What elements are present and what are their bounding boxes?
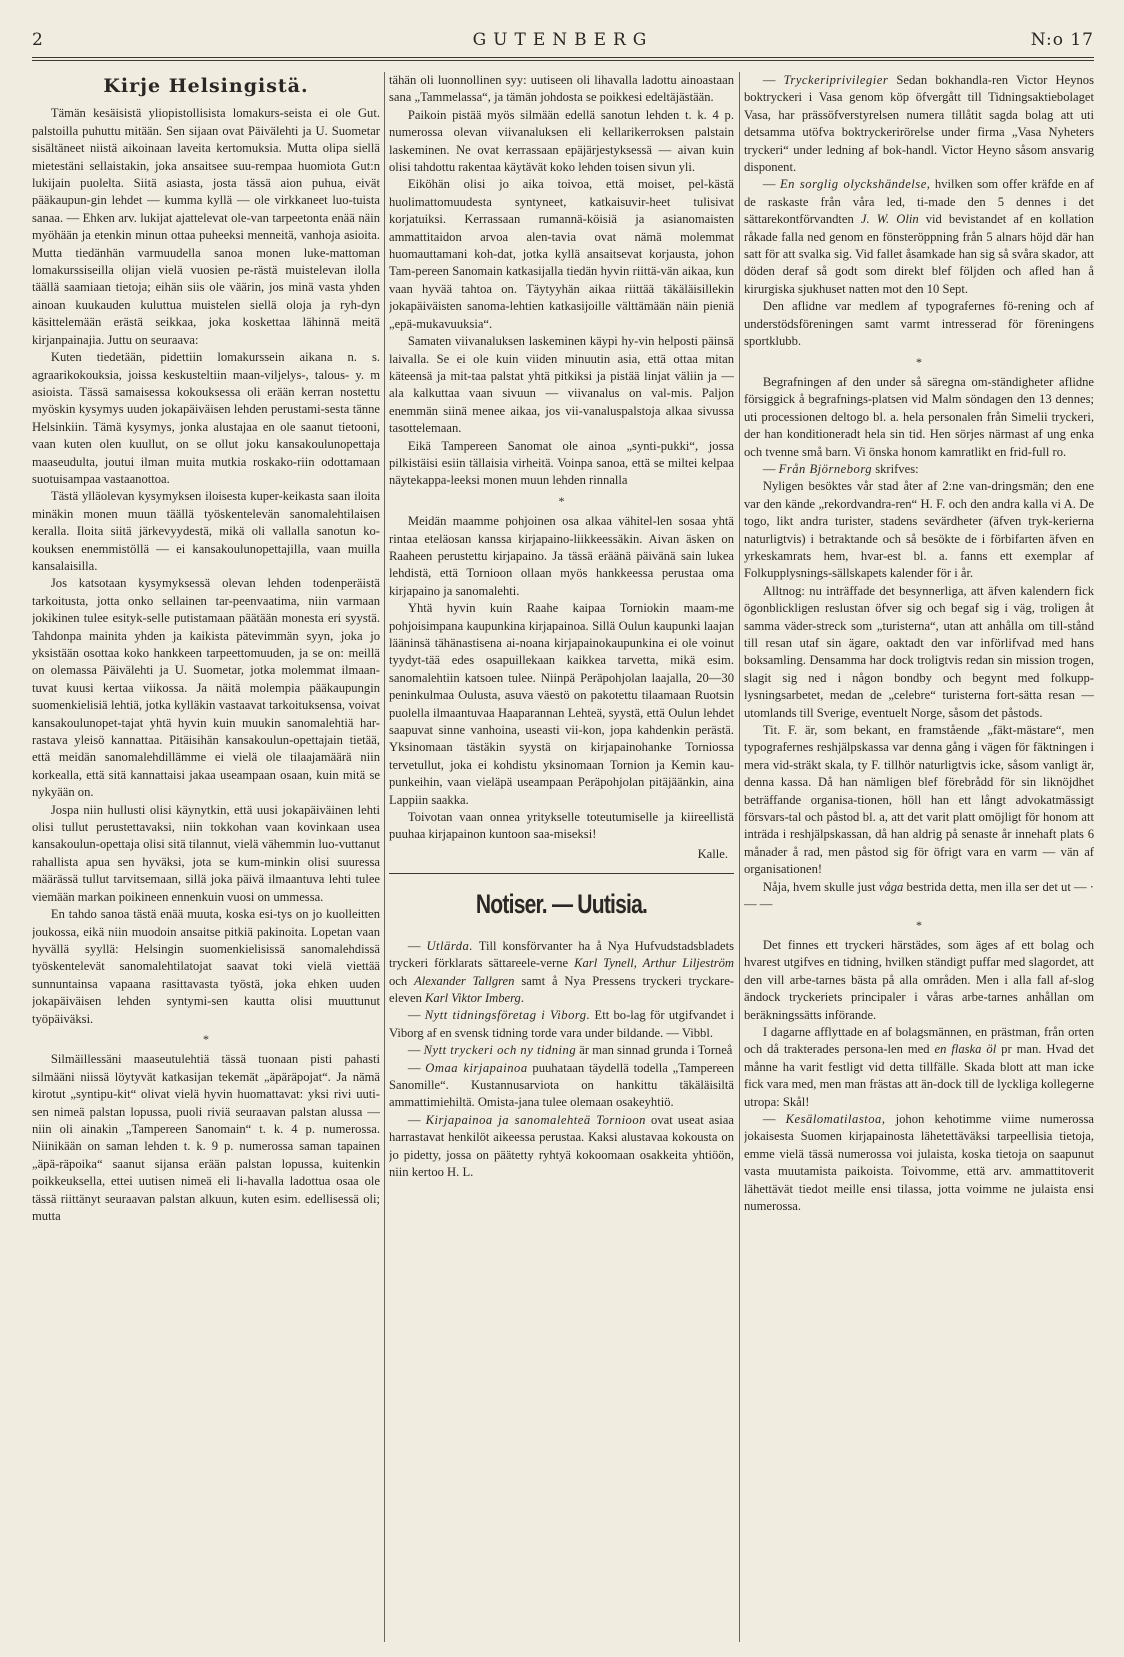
notice-item: — Från Björneborg skrifves: xyxy=(762,461,919,476)
masthead: GUTENBERG xyxy=(472,30,654,50)
column-divider xyxy=(739,72,740,1642)
paragraph: Toivotan vaan onnea yritykselle toteutumiselle ja kiireellistä puuhaa kirjapainon kuntoon saa-miseksi! xyxy=(389,810,734,842)
notice-keyword: Från Björneborg xyxy=(778,461,873,476)
paragraph: I dagarne afflyttade en af bolagsmännen, en prästman, från orten och då trakterades persona-len med en flaska öl pr man. Hvad det månne ha varit festligt vid detta tillfälle. Skada blott att man icke fick vara med, men man frästas att än-dock till de lyckliga kollegerne utropa: Skål! xyxy=(744,1024,1094,1109)
paragraph: tähän oli luonnollinen syy: uutiseen oli lihavalla ladottu ainoastaan sana „Tammelassa“, ja tämän johdosta se poikkesi edeltäjästään. xyxy=(389,73,734,105)
section-star: * xyxy=(203,1031,209,1046)
notice-keyword: Kirjapainoa ja sanomalehteä Tornioon xyxy=(425,1112,646,1127)
column-divider xyxy=(384,72,385,1642)
paragraph: Nyligen besöktes vår stad åter af 2:ne van-dringsmän; den ene var den kände „rekordvandra-ren“ H. F. och den andra kalla vi A. De togo, likt andra turister, stadens sevärdheter (äfven tryk-kerierna naturligtvis) i betraktande och så besökte de i förbifarten äfven en yrkeskamrats hem, hvar-est bl. a. fanns ett exemplar af Folkupplysnings-sällskapets kalender för i år. xyxy=(744,479,1094,581)
paragraph: Begrafningen af den under så säregna om-ständigheter aflidne försiggick å begrafnings-platsen vid Malm söndagen den 13 dennes; uti processionen deltogo bl. a. hela personalen från Simelii tryckeri, der han konditioneradt hela sin tid. Hen sörjes närmast af ung enka och tvenne små barn. Vi önska honom kamratlikt en frid-full ro. xyxy=(744,374,1094,459)
page-number: 2 xyxy=(32,30,44,50)
notice-keyword: Nytt tryckeri och ny tidning xyxy=(423,1043,577,1058)
notice-item: — Kirjapainoa ja sanomalehteä Tornioon ovat useat asiaa harrastavat henkilöt aikeessa perustaa. Kaksi alustavaa kokousta on jo pidetty, jossa on päätetty ryhtyä kokoomaan osakkeita yhtiöön, niin kertoo H. L. xyxy=(389,1112,734,1179)
notice-keyword: Omaa kirjapainoa xyxy=(425,1060,528,1075)
running-head xyxy=(32,30,1094,54)
paragraph: Silmäillessäni maaseutulehtiä tässä tuonaan pisti pahasti silmääni niissä löytyvät katkasijan tekemät „äpäräpojat“. Ja nämä kirotut „syntipu-kit“ olivat vielä hyvin huomattavat: yksi rivi uuti-sen nimeä palstan lopussa, puoli riviä seuraavan palstan alussa — niin oli ainakin „Tampereen Sanomain“ t. k. 4 p. numerossa. Niinikään on saman lehden t. k. 9 p. numerossa saman tapainen „äpä-räpoika“ saanut sijansa erään palstan lopussa, kuitenkin poikkeuksella, ettei uutisen nimeä eli li-havalla ladottua osaa ole tässä riittänyt seuraavan palstan alkuun, kuten esim. edellisessä oli; mutta xyxy=(32,1052,380,1223)
paragraph: Kuten tiedetään, pidettiin lomakurssein aikana n. s. agraarikokouksia, joissa keskusteltiin maan-viljelys-, talous- y. m asioista. Tässä samaisessa kokouksessa oli erään kerran nostettu myöskin kysymys uuden jokapäiväisen lehden perustami-sesta tänne Helsinkiin. Tämä kysymys, jonka alustajaa en ole saanut tietooni, vaan kuten olen kuullut, on se ollut joku kansakoulunopettaja maaseudulta, joutui ilman muita mutkia roskako-riin odottamaan suotuisampaa vastaanottoa. xyxy=(32,350,380,486)
notice-keyword: Tryckeriprivilegier xyxy=(783,73,889,87)
notiser-heading: Notiser. — Uutisia. xyxy=(475,889,648,920)
issue-number: N:o 17 xyxy=(1030,30,1094,50)
paragraph: Det finnes ett tryckeri härstädes, som äges af ett bolag och hvarest utgifves en tidning, hvilken ständigt puffar med slagordet, att den vill arbe-tarnes bästa på alla områden. Men i alla fall af-slog ändock tryckeriets principaler i våras arbe-tarnes anhållan om beräkningssätts införande. xyxy=(744,937,1094,1022)
column-3 xyxy=(744,72,1094,1642)
notice-keyword: Kesälomatilastoa, xyxy=(785,1111,886,1126)
notice-item: — Nytt tidningsföretag i Viborg. Ett bo-lag för utgifvandet i Viborg af en svensk tidning torde vara under bildande. — Vibbl. xyxy=(389,1008,734,1040)
paragraph: Tästä ylläolevan kysymyksen iloisesta kuper-keikasta saan iloita minäkin monen muun täällä työskentelevän sanomalehtilaisen keralla. Iloita siitä järkevyydestä, mikä oli vallalla sanotun ko-kouksen enemmistöllä — ei kansakoulunopettajilla, vaan muilla kansalaisilla. xyxy=(32,489,380,573)
header-rule-thin xyxy=(32,60,1094,61)
section-star: * xyxy=(558,493,565,508)
signature: Kalle. xyxy=(697,846,728,861)
paragraph: En tahdo sanoa tästä enää muuta, koska esi-tys on jo kuolleitten joukossa, eikä niin muodoin ansaitse pitkiä pakinoita. Lopetan vaan hyvällä syyllä: Helsingin suomenkielisissä sanomalehdissä työskentelevät sanomalehtilatojat saavat toki vielä viettää sunnuntainsa vapaana rasittavasta työstä, joka ehken uuden jokapäiväisen lehden syntymi-sen kautta olisi muuttunut työpäiväksi. xyxy=(32,907,380,1026)
section-star: * xyxy=(916,354,922,369)
notice-keyword: Nytt tidningsföretag i Viborg. xyxy=(424,1008,591,1023)
notice-keyword: Utlärda. xyxy=(426,938,474,953)
notice-item: — Omaa kirjapainoa puuhataan täydellä todella „Tampereen Sanomille“. Kustannusarviota on hankittu täkäläisiltä ammattimiehiltä. Omista-jana tulee olemaan osakeyhtiö. xyxy=(389,1060,734,1110)
paragraph: Nåja, hvem skulle just våga bestrida detta, men illa ser det ut — · — — xyxy=(744,879,1094,912)
article-title: Kirje Helsingistä. xyxy=(103,75,309,97)
section-star: * xyxy=(916,917,922,932)
paragraph: Jospa niin hullusti olisi käynytkin, että uusi jokapäiväinen lehti olisi tullut perustettavaksi, niin tokkohan vaan kovinkaan usea kansakoulun-opettaja olisi sitä tilannut, vielä vähemmin luo-vuttanut rahallista apua sen hyväksi, jota se kum-minkin olisi suuressa määrässä tullut tarvitsemaan, sillä joka päivä ilmaantuva lehti tulee viemään markan poikineen ennenkuin vuosi on ummessa. xyxy=(32,802,380,904)
paragraph: Jos katsotaan kysymyksessä olevan lehden todenperäistä tarkoitusta, jotta onko sellainen tar-peenvaatima, niin varmaan jokikinen tulee esityk-selle putistamaan päätään monesta eri syystä. Tahdonpa mainita yhden ja kaikista pätevimmän syyn, joka jo yksistään osottaa koko hankkeen tarpeettomuuden, ja se on: meillä on olemassa Päivälehti ja U. Suometar, jotka molemmat ilmaan-tuvat kuusi kertaa viikossa. Ja näitä molempia pääkaupungin suomenkielisiä lehtiä, jotka kylläkin vastaavat tarkoituksensa, voivat kansakoulunopet-tajat yhtä hyvin kuin muukin sanomalehtiä har-rastava yleisö kannattaa. Pitäisihän kansakoulun-opettajain tietää, että meidän sanomalehdillämme ei vielä ole tilaajamäärä niin korkealla, että sitä kannattaisi jakaa useampaan osaan, kuin mitä se nykyään on. xyxy=(32,576,380,800)
paragraph: Tit. F. är, som bekant, en framstående „fäkt-mästare“, men typografernes reshjälpskassa var denna gång i vägen för fäktningen i mera vid-sträkt skala, ty F. tillhör naturligtvis icke, såsom vanligt är, denna kassa. Då han nämligen blef förebrådd för sin liknöjdhet beträffande organisa-tionen, höll han ett långt advokatmässigt försvars-tal och påstod bl. a, att det varit platt omöjligt för honom att inträda i reshjälpskassan, då han aldrig på senaste år innehaft plats 6 månader å rad, men påstod sig för öfrigt vara en varm — vän af organisationen! xyxy=(744,723,1094,877)
paragraph: Alltnog: nu inträffade det besynnerliga, att äfven kalendern fick ögonblickligen reslustan öfver sig och begaf sig i väg, troligen åt samma väder-streck som „turisterna“, utan att anhålla om till-stånd till resan utaf sin ägare, oaktadt den var införlifvad med hans boksamling. Densamma har dock troligtvis redan sin mission trogen, slagit sig ned i någon bondby och begynt med folkupp-lysningsarbetet, medan de „celebre“ turisterna fort-sätta resan — utomlands till Sverige, eventuelt Norge, såsom det påstods. xyxy=(744,583,1094,720)
notice-item: — Utlärda. Till konsförvanter ha å Nya Hufvudstadsbladets tryckeri förklarats sättareele-verne Karl Tynell, Arthur Liljeström och Alexander Tallgren samt å Nya Pressens tryckeri tryckare-eleven Karl Viktor Imberg. xyxy=(389,938,734,1005)
notice-item: — Nytt tryckeri och ny tidning är man sinnad grunda i Torneå xyxy=(407,1043,733,1058)
notice-item: — Kesälomatilastoa, johon kehotimme viime numerossa jokaisesta Suomen kirjapainosta lähetettäväksi tarpeellisia tietoja, emme vielä tässä numerossa voi julaista, koska tietoja on saapunut vasta muutamista paikoista. Toivomme, että arv. ammattitoverit lähettävät tiedot meille ensi tilassa, jotta voimme ne julaista ensi numerossa. xyxy=(744,1111,1094,1213)
notice-item: — Tryckeriprivilegier Sedan bokhandla-ren Victor Heynos boktryckeri i Vasa genom köp öfvergått till Tidningsaktiebolaget Vasa, har prässöfverstyrelsen numera tillåtit sagda bolag att uti detsamma utöfva boktryckerirörelse under firma „Vasa Nyheters tryckeri“ under ledning af bok-handl. Victor Heyno såsom ansvarig disponent. xyxy=(744,73,1094,175)
paragraph: Meidän maamme pohjoinen osa alkaa vähitel-len sosaa yhtä rintaa eteläosan kanssa kirjapaino-liikkeessäkin. Aivan äsken on Raaheen perustettu kirjapaino. Ja tässä eräänä päivänä sain lukea lehdistä, että Tornioon ollaan myös hankkeessa perustaa oma kirjapaino ja sanomalehti. xyxy=(389,514,734,598)
notice-keyword: En sorglig olyckshändelse, xyxy=(779,177,931,192)
paragraph: Yhtä hyvin kuin Raahe kaipaa Torniokin maam-me pohjoisimpana kaupunkina kirjapainoa. Sillä Oulun kaupunki laajan lääninsä tähänastisena ai-noana kirjapainokaupunkina ei ole voinut tyydyt-tää edes osapuillekaan kaikkea tarvetta, mikä esim. sanomalehtiin katsoen tulee. Niinpä Peräpohjolan laajalla, 20—30 peninkulmaa Oulusta, asuva väestö on pakotettu tilaamaan Ruotsin puolella ilmaantuvaa Haaparannan Lehteä, syystä, että Oulun lehdet saapuvat sinne vanhoina, useasti vii-kon, jopa kahdenkin perästä. Yksinomaan tästäkin syystä on kirjapainohanke Torniossa tervetullut, joka ei kohdistu yksinomaan Tornion ja Kemin kau-punkeihin, vaan vieläpä useampaan Peräpohjolan pitäjäänkin, aina Lappiin saakka. xyxy=(389,601,734,807)
column-1 xyxy=(32,72,380,1642)
paragraph: Eiköhän olisi jo aika toivoa, että moiset, pel-kästä huolimattomuudesta syntyneet, katkaisuvir-heet tulisivat korjatuiksi. Kerrassaan rumannä-köisiä ja asianomaisten ammattitaidon arvoa alen-tavia ovat nämä molemmat huomauttamani koh-dat, jotka kyllä ansaitsevat korjausta, johon Tam-pereen Sanomain katkasijalla tiedän hyvin riittä-vän aikaa, kun vaan hyvää tahtoa on. Täytyyhän aikaa riittää täkäläisillekin jokapäiväisten sanoma-lehtien katkasijoille välttämään näin pieniä „epä-mukavuuksia“. xyxy=(389,177,734,331)
paragraph: Eikä Tampereen Sanomat ole ainoa „synti-pukki“, jossa pilkistäisi esiin tällaisia virheitä. Voinpa sanoa, että se miltei kelpaa näytekappa-leeksi monen muun lehden rinnalla xyxy=(389,438,734,488)
paragraph: Paikoin pistää myös silmään edellä sanotun lehden t. k. 4 p. numerossa olevan viivanaluksen eli kellarikerroksen palstain laskeminen. Ne ovat kerrassaan epäjärjestyksessä — aivan kuin olisi tahdottu rakentaa käytävät koko lehden toisen sivun yli. xyxy=(389,107,734,175)
paragraph: Tämän kesäisistä yliopistollisista lomakurs-seista ei ole Gut. palstoilla puhuttu mitään. Sen sijaan ovat Päivälehti ja U. Suometar sisältäneet niistä aikoinaan laveita kertomuksia. Mutta olipa siellä mietestäni sellaistakin, joka ansaitsee suu-rempaa huomiota Gut:n lukijain puolelta. Siitä asiasta, josta tässä aion puhua, eivät pääkaupun-gin lehdet — kumma kyllä — ole virkkaneet luo-tuista sanaa. — Ehken arv. lukijat ajattelevat ole-van tarpeetonta enää näin myöhään ja etenkin minun ottaa puheeksi menneitä, vanhoja asioita. Mutta tiedänhän varmuudella sanoa monen luke-mattoman lomakurssiseilla olijan vielä vuosien pe-rästä muistelevan ilolla täällä saamiaan tietoja; eihän siis ole väärin, jos minä vasta yhden ainoan kuukauden kuluttua muistelen siellä oloja ja ryh-dyn käsittelemään erästä seikkaa, joka koskettaa lähinnä meitä kirjanpainajia. Juttu on seuraava: xyxy=(32,106,380,347)
paragraph: Samaten viivanaluksen laskeminen käypi hy-vin helposti päinsä laivalla. Se ei ole kuin viiden minuutin asia, että ottaa mitan käteensä ja mit-taa palstat yhtä pitkiksi ja pistää linjat väliin ja — ala kalkuttaa vaan sivuun — viivanalus on val-mis. Paljon enemmän siinä menee aikaa, jos vii-vanaluspalstoja alkaa sivussa tasottelemaan. xyxy=(389,334,734,436)
paragraph: Den aflidne var medlem af typografernes fö-rening och af understödsföreningen samt varmt intresserad för föreningens sportklubb. xyxy=(744,299,1094,349)
notice-item: — En sorglig olyckshändelse, hvilken som offer kräfde en af de raskaste från våra led, ti-made den 5 dennes i det sättarekontförvandten J. W. Olin vid bevistandet af en kollation råkade falla ned genom en fönsteröppning från 5 alnars höjd där han satt för att svalka sig. Vid fallet åsamkade han sig så svåra skador, att döden deraf så godt som direkt blef följden och afled han å kirurgiska sjukhuset natten mot den 10 Sept. xyxy=(744,177,1094,296)
section-rule xyxy=(389,873,734,874)
column-2 xyxy=(389,72,734,1642)
header-rule xyxy=(32,57,1094,58)
